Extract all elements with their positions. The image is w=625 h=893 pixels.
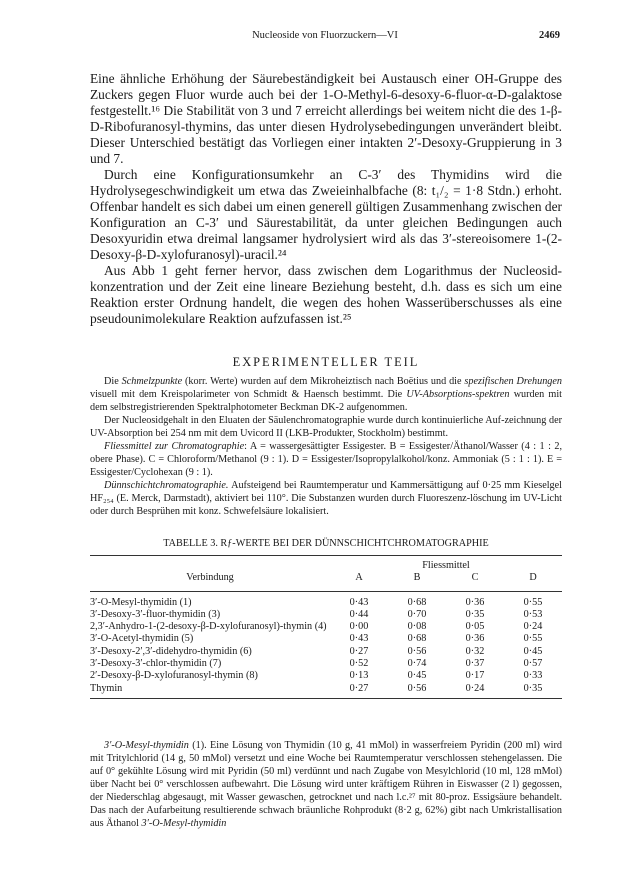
paragraph: Eine ähnliche Erhöhung der Säurebeständigkeit bei Austausch einer OH-Gruppe des Zuckers gegen Fluor wurde auch bei der 1-O-Methyl-6-desoxy-6-fluor-α-D-galaktose festgestellt.¹⁶ Die Stabilität von 3 und 7 erreicht allerdings bei weitem nicht die des 1-β-D-Ribofuranosyl-thymins, das unter diesen Hydrolysebedingungen unverändert bleibt. Dieser Unterschied bestätigt das Vorliegen einer intakten 2′-Desoxy-Gruppierung in 3 und 7. [90,71,562,166]
rf-cell: 0·36 [465,633,485,645]
compound-cell: 2,3′-Anhydro-1-(2-desoxy-β-D-xylofuranosyl)-thymin (4) [90,621,327,633]
procedure-paragraph [90,739,562,830]
synthesis-procedure [90,739,562,830]
compound-cell: 2′-Desoxy-β-D-xylofuranosyl-thymin (8) [90,670,258,682]
results-text [90,71,562,327]
methods-paragraph [90,440,562,479]
table-row [90,683,562,699]
rf-cell: 0·43 [349,596,369,608]
compound-cell: 3′-O-Acetyl-thymidin (5) [90,633,194,645]
rf-cell: 0·45 [407,670,427,682]
table-row [90,591,562,609]
rf-cell: 0·74 [407,658,427,670]
running-title: Nucleoside von Fluorzuckern—VI [252,30,398,41]
rf-cell: 0·13 [349,670,369,682]
text-run: Der Nucleosidgehalt in den Eluaten der Säulenchromatographie wurde durch kontinuierliche Auf-zeichnung der UV-Absorption bei 254 nm mit dem Uvicord II (LKB-Produkter, Stockholm) bestimmt. [90,415,562,439]
rf-cell: 0·08 [407,621,427,633]
page-number: 2469 [539,30,560,41]
text-run: Aufsteigend bei Raumtemperatur und Kammersättigung auf 0·25 mm Kieselgel HF₂₅₄ (E. Merck, Darmstadt), aktiviert bei 110°. Die Substanzen wurden durch Fluoreszenz-löschung im UV-Licht oder durch Besprühen mit konz. Schwefelsäure lokalisiert. [90,480,562,517]
compound-cell: 3′-Desoxy-3′-chlor-thymidin (7) [90,658,222,670]
compound-cell: 3′-Desoxy-2′,3′-didehydro-thymidin (6) [90,645,252,657]
rf-cell: 0·43 [349,633,369,645]
rf-cell: 0·44 [349,608,369,620]
column-header: Verbindung [90,572,330,591]
column-header: B [388,572,446,591]
rf-cell: 0·57 [523,658,543,670]
compound-cell: Thymin [90,683,330,699]
group-header: Fliessmittel [330,556,562,573]
table-row [90,658,562,670]
rf-cell: 0·24 [523,621,543,633]
rf-cell: 0·45 [523,645,543,657]
italic-term: Fliessmittel zur Chromatographie [104,441,245,452]
experimental-methods [90,375,562,518]
italic-term: UV-Absorptions-spektren [406,389,510,400]
italic-term: Dünnschichtchromatographie. [104,480,229,491]
table-row [90,670,562,682]
column-header: A [330,572,388,591]
rf-cell: 0·68 [407,596,427,608]
rf-cell: 0·17 [465,670,485,682]
table-row [90,609,562,621]
rf-cell: 0·32 [465,645,485,657]
table-row [90,646,562,658]
rf-cell: 0·53 [523,608,543,620]
paragraph: Durch eine Konfigurationsumkehr an C-3′ des Thymidins wird die Hydrolysegeschwindigkeit um etwa das Zweieinhalbfache (8: t₁/₂ = 1·8 Stdn.) erhoht. Offenbar handelt es sich dabei um einen generell gültigen Zusammenhang zwischen der Konfiguration an C-3′ und Säurestabilität, da unter gleichen Bedingungen auch Desoxyuridin etwa dreimal langsamer hydrolysiert wird als das 3′-stereoisomere 1-(2-Desoxy-β-D-xylofuranosyl)-uracil.²⁴ [90,167,562,262]
rf-cell: 0·27 [330,683,388,699]
rf-cell: 0·37 [465,658,485,670]
methods-paragraph [90,375,562,414]
rf-cell: 0·56 [407,645,427,657]
rf-cell: 0·56 [388,683,446,699]
rf-cell: 0·55 [523,596,543,608]
paragraph: Aus Abb 1 geht ferner hervor, dass zwischen dem Logarithmus der Nucleosid-konzentration und der Zeit eine lineare Beziehung besteht, d.h. dass es sich um eine Reaktion erster Ordnung handelt, die wegen des hohen Wasserüberschusses als eine pseudounimolekulare Reaktion aufzufassen ist.²⁵ [90,263,562,326]
rf-cell: 0·35 [504,683,562,699]
rf-cell: 0·00 [349,621,369,633]
section-heading: EXPERIMENTELLER TEIL [232,355,420,369]
rf-cell: 0·36 [465,596,485,608]
text-run: wurden mit dem selbstregistrierenden Spektralphotometer Beckman DK-2 aufgenommen. [90,389,562,413]
text-run: (korr. Werte) wurden auf dem Mikroheiztisch nach Boëtius und die [182,376,465,387]
table-caption: TABELLE 3. Rƒ-WERTE BEI DER DÜNNSCHICHTCHROMATOGRAPHIE [163,538,489,549]
table-row [90,633,562,645]
rf-cell: 0·55 [523,633,543,645]
text-run: Die [104,376,122,387]
rf-cell: 0·24 [446,683,504,699]
column-header: C [446,572,504,591]
text-run: (1). Eine Lösung von Thymidin (10 g, 41 mMol) in wasserfreiem Pyridin (200 ml) wird mit Tritylchlorid (14 g, 50 mMol) versetzt und eine Woche bei Raumtemperatur verschlossen stehengelassen. Die auf 0° gekühlte Lösung wird mit Pyridin (50 ml) verdünnt und nach Zugabe von Mesylchlorid (10 ml, 128 mMol) über Nacht bei 0° verschlossen aufbewahrt. Die Lösung wird unter kräftigem Rühren in Eiswasser (2 l) gegossen, der Niederschlag abgesaugt, mit Wasser gewaschen, getrocknet und nach l.c.²⁷ mit 80-proz. Essigsäure behandelt. Das nach der Aufarbeitung resultierende schwach bräunliche Rohprodukt (8·2 g, 62%) gibt nach Umkristallisation aus Äthanol [90,740,562,829]
italic-term: spezifischen Drehungen [464,376,562,387]
rf-cell: 0·68 [407,633,427,645]
column-header: D [504,572,562,591]
rf-cell: 0·70 [407,608,427,620]
italic-term: Schmelzpunkte [121,376,183,387]
compound-cell: 3′-Desoxy-3′-fluor-thymidin (3) [90,608,221,620]
text-run: : A = wassergesättigter Essigester. B = Essigester/Äthanol/Wasser (4 : 1 : 2, obere Phase). C = Chloroform/Methanol (9 : 1). D = Essigester/Isopropylalkohol/konz. Ammoniak (5 : 1 : 1). E = Essigester/Cyclohexan (9 : 1). [90,441,562,478]
rf-values-table [90,555,562,699]
methods-paragraph [90,479,562,518]
table-row [90,621,562,633]
rf-cell: 0·33 [523,670,543,682]
text-run: visuell mit dem Kreispolarimeter von Schmidt & Haensch bestimmt. Die [90,389,407,400]
compound-cell: 3′-O-Mesyl-thymidin (1) [90,596,192,608]
rf-cell: 0·35 [465,608,485,620]
compound-name: 3′-O-Mesyl-thymidin [104,740,189,751]
rf-cell: 0·52 [349,658,369,670]
rf-cell: 0·27 [349,645,369,657]
rf-cell: 0·05 [465,621,485,633]
methods-paragraph [90,414,562,440]
compound-name: 3′-O-Mesyl-thymidin [141,818,227,829]
